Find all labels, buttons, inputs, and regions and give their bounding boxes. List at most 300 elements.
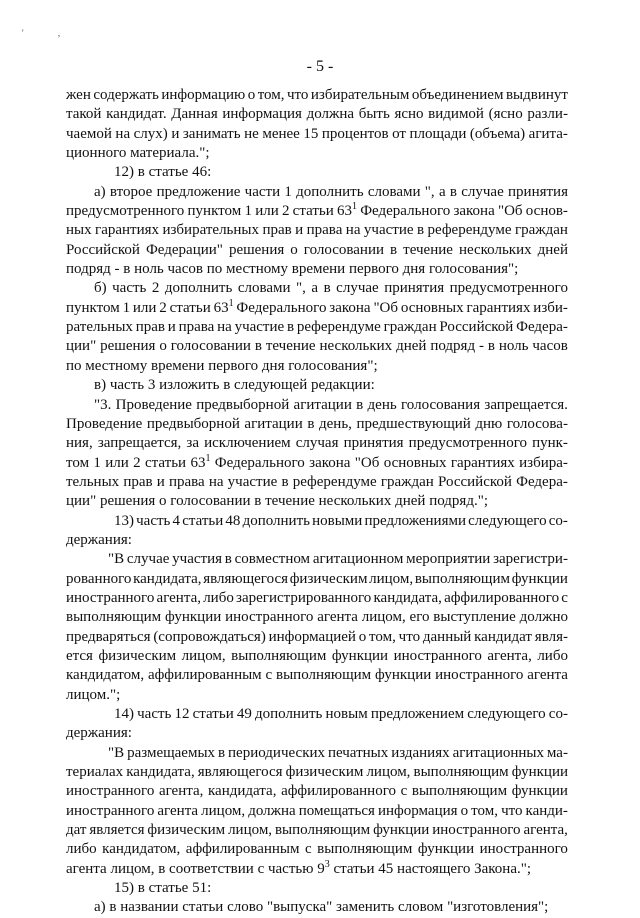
word: рательных bbox=[66, 319, 133, 336]
word: голосования bbox=[401, 396, 481, 413]
word: участие bbox=[363, 222, 414, 239]
text-line bbox=[66, 105, 568, 124]
word: агента, bbox=[487, 647, 532, 664]
word: тельных bbox=[66, 473, 120, 490]
word: агитационных bbox=[452, 744, 544, 761]
word: такой bbox=[66, 106, 102, 123]
text-line bbox=[66, 163, 568, 182]
word: ма- bbox=[546, 744, 568, 761]
word: нескольких bbox=[458, 241, 532, 258]
word: изложить bbox=[159, 377, 224, 394]
text-line bbox=[66, 628, 568, 647]
word: в bbox=[224, 551, 232, 568]
word: 15 bbox=[303, 125, 319, 142]
word: выступление bbox=[433, 609, 516, 626]
word: 15) bbox=[114, 880, 138, 897]
word: избирательным bbox=[310, 87, 410, 103]
word: гарантиях bbox=[450, 454, 515, 471]
word: голосования"; bbox=[288, 357, 378, 374]
word: редакции: bbox=[310, 377, 375, 394]
word: иностранного bbox=[393, 647, 482, 664]
text-line bbox=[66, 279, 568, 298]
word: "Об bbox=[354, 454, 380, 471]
word: (объема) bbox=[469, 125, 526, 142]
word: 46: bbox=[192, 164, 212, 181]
word: голосовании bbox=[303, 241, 385, 258]
word: лицом, bbox=[366, 764, 411, 781]
word: физическим bbox=[289, 570, 368, 587]
word: агитации bbox=[293, 396, 352, 413]
document-body bbox=[66, 86, 568, 918]
word: аффилированным bbox=[147, 667, 262, 684]
word: настоящего bbox=[397, 860, 475, 877]
word: принятия bbox=[384, 280, 445, 297]
text-line bbox=[66, 202, 568, 221]
word: чаемой bbox=[66, 125, 112, 142]
text-line bbox=[66, 454, 568, 473]
word: изби- bbox=[533, 299, 568, 316]
word: словом bbox=[397, 899, 448, 916]
word: подряд bbox=[66, 261, 115, 278]
word: являющегося bbox=[203, 570, 289, 587]
word: о bbox=[159, 338, 167, 355]
word: ноль bbox=[498, 338, 529, 355]
word: Федерального bbox=[360, 203, 451, 220]
word: заменить bbox=[336, 899, 398, 916]
word: с bbox=[400, 783, 408, 800]
word: выполняющим bbox=[411, 783, 508, 800]
word: аффилированным bbox=[185, 841, 300, 858]
word: ноль bbox=[134, 261, 168, 278]
word: запрещается, bbox=[97, 435, 182, 452]
word: 13) bbox=[114, 512, 134, 529]
word: по bbox=[66, 357, 86, 374]
text-line bbox=[66, 898, 568, 917]
word: участие bbox=[234, 319, 285, 336]
text-line bbox=[66, 357, 568, 376]
word: первого bbox=[208, 357, 262, 374]
word: решения bbox=[228, 241, 285, 258]
word: иностранного bbox=[66, 589, 155, 606]
word: на bbox=[115, 125, 131, 142]
word: "В bbox=[108, 551, 125, 568]
word: от bbox=[392, 125, 406, 142]
word: функции bbox=[373, 822, 430, 839]
word: с bbox=[561, 589, 568, 606]
text-line bbox=[66, 183, 568, 202]
word: предложение bbox=[156, 183, 241, 200]
word: агитации bbox=[244, 415, 303, 432]
word: голосова- bbox=[506, 415, 568, 432]
word: гарантиях bbox=[95, 222, 160, 239]
word: информация bbox=[222, 106, 302, 123]
word: частью bbox=[267, 860, 318, 877]
word: статьи bbox=[192, 706, 234, 722]
word: Федера- bbox=[516, 473, 568, 490]
word: "Об bbox=[373, 299, 399, 316]
word: Федера- bbox=[516, 319, 568, 336]
word: иностранного bbox=[66, 802, 155, 819]
word: выполняющим bbox=[276, 667, 372, 684]
text-line bbox=[66, 434, 568, 453]
word: 2 bbox=[151, 280, 160, 297]
word: лицом, bbox=[110, 860, 159, 877]
word: (ясно bbox=[488, 106, 523, 123]
word: что bbox=[501, 802, 523, 819]
word: день bbox=[367, 396, 397, 413]
word: предусмотренного bbox=[66, 203, 185, 220]
word: статьи bbox=[169, 299, 211, 316]
text-line bbox=[66, 241, 568, 260]
text-line bbox=[66, 724, 568, 743]
word: голосования"; bbox=[428, 261, 519, 278]
word: информация bbox=[377, 802, 458, 819]
word: том, bbox=[471, 802, 498, 819]
word: участие bbox=[227, 473, 278, 490]
word: площади bbox=[409, 125, 467, 142]
text-line bbox=[66, 744, 568, 763]
text-line bbox=[66, 144, 568, 163]
word: печатных bbox=[327, 744, 389, 761]
word: б) bbox=[94, 280, 107, 297]
word: "В bbox=[108, 744, 125, 761]
text-line bbox=[66, 337, 568, 356]
word: либо bbox=[66, 841, 97, 858]
word: дней bbox=[395, 493, 430, 510]
word: 2 bbox=[133, 454, 141, 471]
word: в bbox=[158, 860, 170, 877]
text-line bbox=[66, 86, 568, 105]
word: - bbox=[114, 261, 124, 278]
word: 1 bbox=[284, 183, 292, 200]
text-line bbox=[66, 589, 568, 608]
word: в bbox=[390, 241, 398, 258]
word: следующего bbox=[467, 706, 546, 722]
word: выполняющим bbox=[66, 609, 162, 626]
word: голосовании bbox=[170, 338, 251, 355]
text-line bbox=[66, 860, 568, 879]
word: рованного bbox=[66, 570, 132, 587]
word: функции bbox=[375, 667, 432, 684]
word: прав bbox=[135, 319, 165, 336]
text-line bbox=[66, 415, 568, 434]
word: Федерации" bbox=[145, 241, 223, 258]
text-line bbox=[66, 763, 568, 782]
word: словами bbox=[367, 183, 421, 200]
word: 12 bbox=[174, 706, 190, 722]
word: в bbox=[123, 261, 135, 278]
word: 45 bbox=[378, 860, 398, 877]
word: либо bbox=[203, 589, 234, 606]
word: случае bbox=[461, 183, 504, 200]
word: течение bbox=[265, 338, 316, 355]
word: или bbox=[255, 203, 279, 220]
word: подряд bbox=[430, 338, 476, 355]
word: иностранного bbox=[435, 667, 524, 684]
word: соответствии bbox=[169, 860, 258, 877]
word: местному bbox=[226, 261, 292, 278]
word: в bbox=[356, 396, 364, 413]
word: $63^1$ bbox=[213, 297, 234, 316]
word: запрещается. bbox=[484, 396, 568, 413]
text-line bbox=[66, 473, 568, 492]
word: 3 bbox=[147, 377, 160, 394]
word: аффилированного bbox=[444, 589, 560, 606]
word: часов bbox=[167, 261, 207, 278]
word: течение bbox=[265, 493, 319, 510]
word: ции" bbox=[66, 338, 97, 355]
word: является bbox=[89, 822, 145, 839]
word: избира- bbox=[519, 454, 568, 471]
word: ется bbox=[66, 647, 93, 664]
word: Данная bbox=[171, 106, 218, 123]
word: кандидата, bbox=[126, 764, 195, 781]
word: явля- bbox=[534, 628, 568, 645]
word: функции bbox=[511, 783, 568, 800]
word: в bbox=[281, 473, 289, 490]
word: новым bbox=[325, 706, 368, 722]
word: и bbox=[295, 222, 304, 239]
text-line bbox=[66, 492, 568, 511]
word: в) bbox=[94, 377, 110, 394]
word: со- bbox=[548, 512, 568, 529]
word: выполняющим bbox=[231, 647, 327, 664]
word: исключением bbox=[204, 435, 291, 452]
word: голосовании bbox=[170, 493, 255, 510]
word: прав bbox=[123, 473, 153, 490]
word: иностранного bbox=[66, 783, 155, 800]
word: Проведение bbox=[66, 415, 143, 432]
word: 1 bbox=[93, 454, 101, 471]
superscript: 1 bbox=[228, 297, 234, 309]
word: размещаемых bbox=[127, 744, 216, 761]
word: часов bbox=[532, 338, 568, 355]
word: принятия bbox=[343, 435, 404, 452]
word: и bbox=[171, 125, 180, 142]
word: иностранного bbox=[225, 609, 314, 626]
word: том, bbox=[257, 87, 285, 103]
word: лицом, bbox=[181, 647, 226, 664]
word: за bbox=[186, 435, 200, 452]
word: агитационном bbox=[312, 551, 404, 568]
word: права bbox=[306, 222, 343, 239]
word: новыми bbox=[312, 512, 363, 529]
word: кандидата, bbox=[133, 570, 202, 587]
word: основ- bbox=[525, 203, 568, 220]
word: гарантиях bbox=[466, 299, 531, 316]
word: 12) bbox=[114, 164, 138, 181]
word: статьи bbox=[182, 512, 224, 529]
text-line bbox=[66, 396, 568, 415]
word: териалах bbox=[66, 764, 124, 781]
word: быть bbox=[358, 106, 390, 123]
word: ясно bbox=[394, 106, 424, 123]
text-line bbox=[66, 879, 568, 898]
text-line bbox=[66, 570, 568, 589]
word: решения bbox=[100, 338, 156, 355]
word: держания: bbox=[66, 725, 132, 742]
superscript: 1 bbox=[351, 201, 357, 213]
text-line bbox=[66, 318, 568, 337]
word: периодических bbox=[228, 744, 326, 761]
word: дат bbox=[66, 822, 87, 839]
word: либо bbox=[537, 647, 568, 664]
word: "3. bbox=[94, 396, 112, 413]
word: в bbox=[487, 338, 495, 355]
word: а bbox=[438, 183, 446, 200]
word: должно bbox=[519, 609, 568, 626]
word: закона bbox=[453, 203, 495, 220]
word: агита- bbox=[528, 125, 568, 142]
word: статье bbox=[148, 164, 193, 181]
word: Федерального bbox=[214, 454, 305, 471]
word: функции bbox=[511, 764, 568, 781]
text-line bbox=[66, 531, 568, 550]
word: изданиях bbox=[391, 744, 450, 761]
word: день, bbox=[319, 415, 352, 432]
word: кандидат bbox=[474, 628, 532, 645]
word: местному bbox=[85, 357, 152, 374]
word: граждан bbox=[383, 319, 437, 336]
word: в bbox=[416, 222, 425, 239]
word: дней bbox=[537, 241, 568, 258]
word: часть bbox=[112, 280, 147, 297]
text-line bbox=[66, 125, 568, 144]
word: Федерального bbox=[236, 299, 327, 316]
word: граждан bbox=[380, 473, 434, 490]
word: лицом, bbox=[228, 822, 273, 839]
word: права bbox=[178, 319, 215, 336]
word: кандидат. bbox=[106, 106, 167, 123]
word: слово bbox=[227, 899, 267, 916]
word: случая bbox=[295, 435, 339, 452]
word: агента, bbox=[158, 783, 204, 800]
word: зарегистрированного bbox=[236, 589, 372, 606]
word: предусмотренного bbox=[449, 280, 568, 297]
word: в bbox=[307, 415, 315, 432]
word: статьи bbox=[145, 454, 187, 471]
word: в bbox=[109, 899, 121, 916]
word: а bbox=[311, 280, 319, 297]
word: о bbox=[358, 628, 367, 645]
word: жен bbox=[66, 87, 91, 103]
word: о bbox=[159, 493, 171, 510]
word: референдуме bbox=[427, 222, 512, 239]
word: граждан bbox=[514, 222, 568, 239]
word: агента, bbox=[523, 822, 568, 839]
text-line bbox=[66, 802, 568, 821]
word: кандидатом, bbox=[102, 841, 181, 858]
word: Российской bbox=[438, 473, 512, 490]
word: словами bbox=[237, 280, 291, 297]
word: следующей bbox=[234, 377, 311, 394]
word: в bbox=[137, 164, 149, 181]
word: дополнить bbox=[164, 280, 233, 297]
word: лицом, bbox=[361, 609, 406, 626]
word: данный bbox=[422, 628, 472, 645]
word: ", bbox=[296, 280, 306, 297]
word: функции bbox=[511, 570, 568, 587]
word: нескольких bbox=[319, 338, 393, 355]
word: в bbox=[137, 880, 149, 897]
word: случае bbox=[336, 280, 379, 297]
word: агента, bbox=[156, 589, 201, 606]
word: менее bbox=[262, 125, 300, 142]
page-number: - 5 - bbox=[306, 58, 334, 75]
word: зарегистри- bbox=[493, 551, 568, 568]
word: лицом."; bbox=[66, 686, 121, 703]
word: прав bbox=[262, 222, 292, 239]
word: функции bbox=[165, 609, 222, 626]
word: о bbox=[290, 241, 298, 258]
word: а) bbox=[94, 183, 106, 200]
word: функции bbox=[417, 841, 475, 858]
word: не bbox=[244, 125, 259, 142]
word: предусмотренного bbox=[408, 435, 527, 452]
word: его bbox=[409, 609, 430, 626]
word: иностранного bbox=[432, 822, 521, 839]
word: являющегося bbox=[197, 764, 283, 781]
text-line bbox=[66, 260, 568, 279]
word: а) bbox=[94, 899, 110, 916]
word: функции bbox=[331, 647, 389, 664]
word: агента bbox=[317, 609, 358, 626]
word: Закона."; bbox=[474, 860, 532, 877]
text-line bbox=[66, 666, 568, 685]
text-line bbox=[66, 821, 568, 840]
word: слух) bbox=[133, 125, 168, 142]
word: времени bbox=[151, 357, 209, 374]
word: и bbox=[156, 473, 165, 490]
word: "выпуска" bbox=[266, 899, 337, 916]
word: в bbox=[449, 183, 457, 200]
word: лицом, bbox=[201, 802, 246, 819]
word: или bbox=[132, 299, 157, 316]
word: в bbox=[254, 338, 262, 355]
word: основных bbox=[383, 454, 447, 471]
word: часть bbox=[136, 512, 171, 529]
text-line bbox=[66, 512, 568, 531]
word: ния, bbox=[66, 435, 93, 452]
word: дней bbox=[396, 338, 427, 355]
word: Российской bbox=[439, 319, 514, 336]
word: аффилированного bbox=[281, 783, 396, 800]
word: ", bbox=[424, 183, 435, 200]
word: течение bbox=[403, 241, 453, 258]
word: физическим bbox=[147, 822, 226, 839]
word: совместном bbox=[234, 551, 311, 568]
word: процентов bbox=[321, 125, 389, 142]
text-line bbox=[66, 299, 568, 318]
word: выполняющим bbox=[414, 570, 511, 587]
word: выполняющим bbox=[274, 822, 371, 839]
word: агента bbox=[157, 802, 199, 819]
word: в bbox=[217, 744, 226, 761]
word: части bbox=[244, 183, 281, 200]
word: статье bbox=[148, 880, 193, 897]
word: с bbox=[265, 667, 273, 684]
word: с bbox=[257, 860, 268, 877]
word: иностранного bbox=[479, 841, 568, 858]
word: на bbox=[345, 222, 361, 239]
word: лицом, bbox=[369, 570, 414, 587]
word: статьи bbox=[292, 203, 334, 220]
word: первого bbox=[348, 261, 403, 278]
word: видимой bbox=[428, 106, 484, 123]
word: о bbox=[460, 802, 469, 819]
word: дня bbox=[402, 261, 429, 278]
word: содержать bbox=[93, 87, 159, 103]
